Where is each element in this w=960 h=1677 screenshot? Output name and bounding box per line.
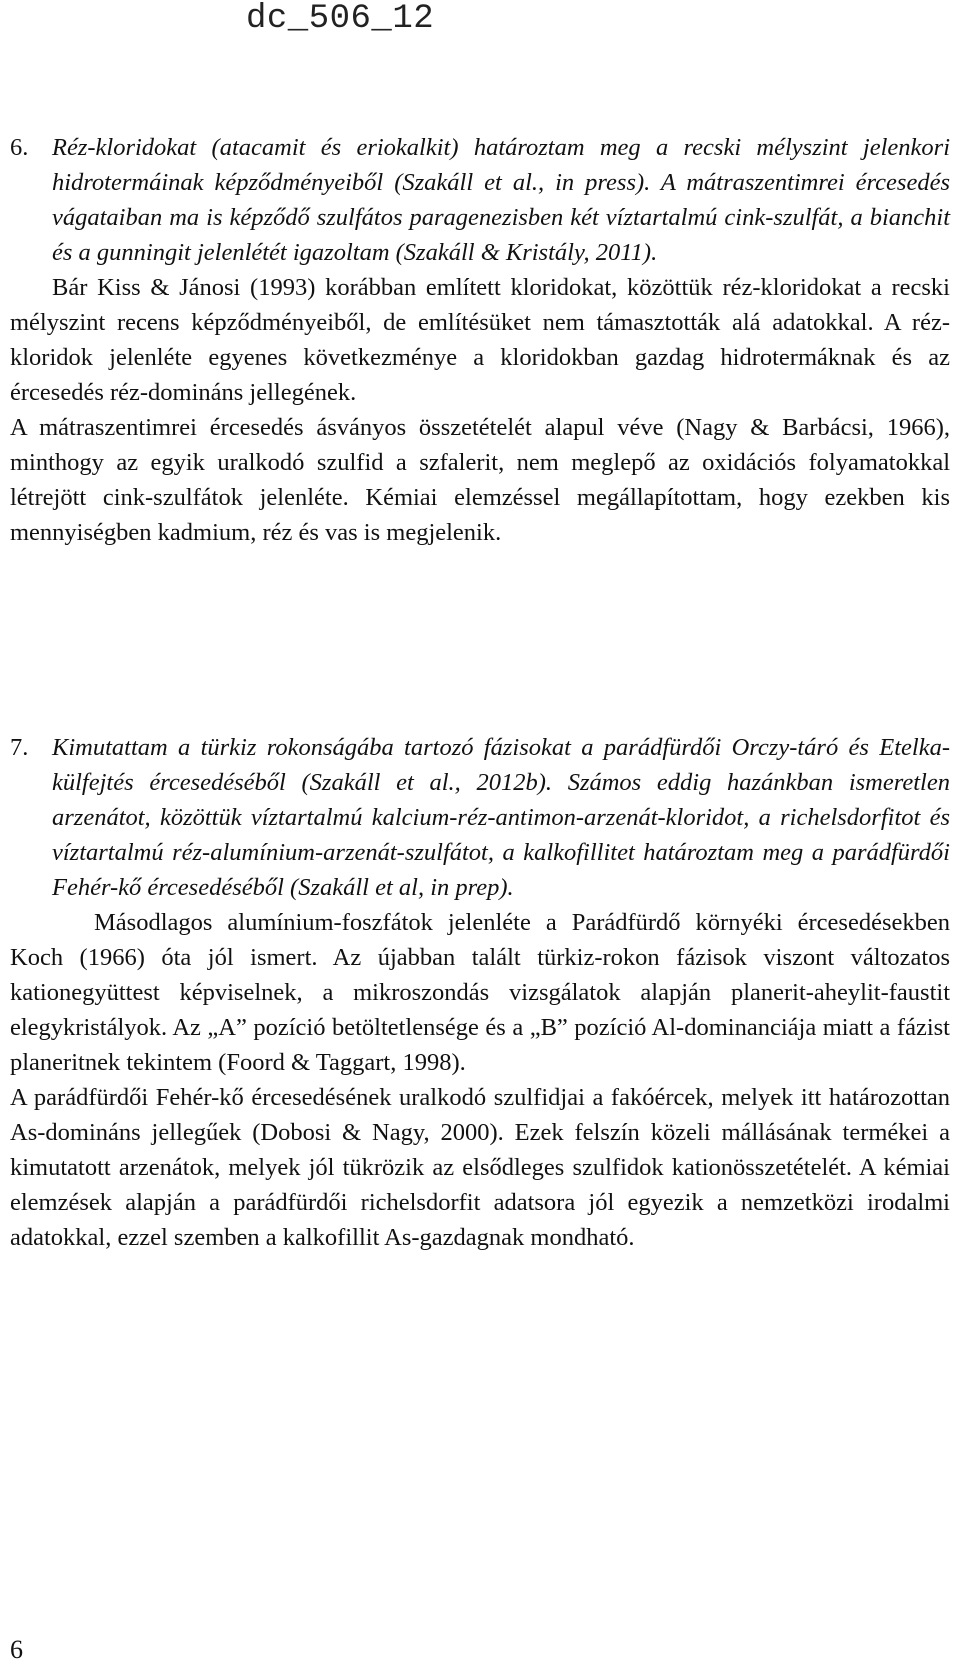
document-id: dc_506_12 [246, 0, 435, 38]
italic-summary: Réz-kloridokat (atacamit és eriokalkit) határoztam meg a recski mélyszint jelenkori hidrotermáinak képződményeiből (Szakáll et al., in press). A mátraszentimrei ércesedés vágataiban ma is képződő szulfátos paragenezisben két víztartalmú cink-szulfát, a bianchit és a gunningit jelenlétét igazoltam (Szakáll & Kristály, 2011). [52, 134, 950, 266]
paragraph: Másodlagos alumínium-foszfátok jelenléte a Parádfürdő környéki ércesedésekben Koch (1966) óta jól ismert. Az újabban talált türkiz-rokon fázisok viszont változatos kationegyüttest képviselnek, a mikroszondás vizsgálatok alapján planerit-aheylit-faustit elegykristályok. Az „A” pozíció betöltetlensége és a „B” pozíció Al-dominanciája miatt a fázist planeritnek tekintem (Foord & Taggart, 1998). [10, 909, 950, 1076]
list-item-6 [10, 130, 950, 550]
list-item-7 [10, 730, 950, 1255]
paragraph: A parádfürdői Fehér-kő ércesedésének uralkodó szulfidjai a fakóércek, melyek itt határozottan As-domináns jellegűek (Dobosi & Nagy, 2000). Ezek felszín közeli mállásának termékei a kimutatott arzenátok, melyek jól tükrözik az elsődleges szulfidok kationösszetételét. A kémiai elemzések alapján a parádfürdői richelsdorfit adatsora jól egyezik a nemzetközi irodalmi adatokkal, ezzel szemben a kalkofillit As-gazdagnak mondható. [10, 1084, 950, 1251]
paragraph: A mátraszentimrei ércesedés ásványos összetételét alapul véve (Nagy & Barbácsi, 1966), minthogy az egyik uralkodó szulfid a szfalerit, nem meglepő az oxidációs folyamatokkal létrejött cink-szulfátok jelenléte. Kémiai elemzéssel megállapítottam, hogy ezekben kis mennyiségben kadmium, réz és vas is megjelenik. [10, 414, 950, 546]
paragraph: Bár Kiss & Jánosi (1993) korábban említett kloridokat, közöttük réz-kloridokat a recski mélyszint recens képződményeiből, de említésüket nem támasztották alá adatokkal. A réz-kloridok jelenléte egyenes következménye a kloridokban gazdag hidrotermáknak és az ércesedés réz-domináns jellegének. [10, 274, 950, 406]
italic-summary: Kimutattam a türkiz rokonságába tartozó fázisokat a parádfürdői Orczy-táró és Etelka-külfejtés ércesedéséből (Szakáll et al., 2012b). Számos eddig hazánkban ismeretlen arzenátot, közöttük víztartalmú kalcium-réz-antimon-arzenát-kloridot, a richelsdorfitot és víztartalmú réz-alumínium-arzenát-szulfátot, a kalkofillitet határoztam meg a parádfürdői Fehér-kő ércesedéséből (Szakáll et al, in prep). [52, 734, 950, 901]
page-number: 6 [10, 1635, 23, 1664]
list-item-body [10, 130, 950, 550]
list-number: 6. [10, 134, 29, 161]
list-number: 7. [10, 734, 29, 761]
list-item-body [10, 730, 950, 1255]
